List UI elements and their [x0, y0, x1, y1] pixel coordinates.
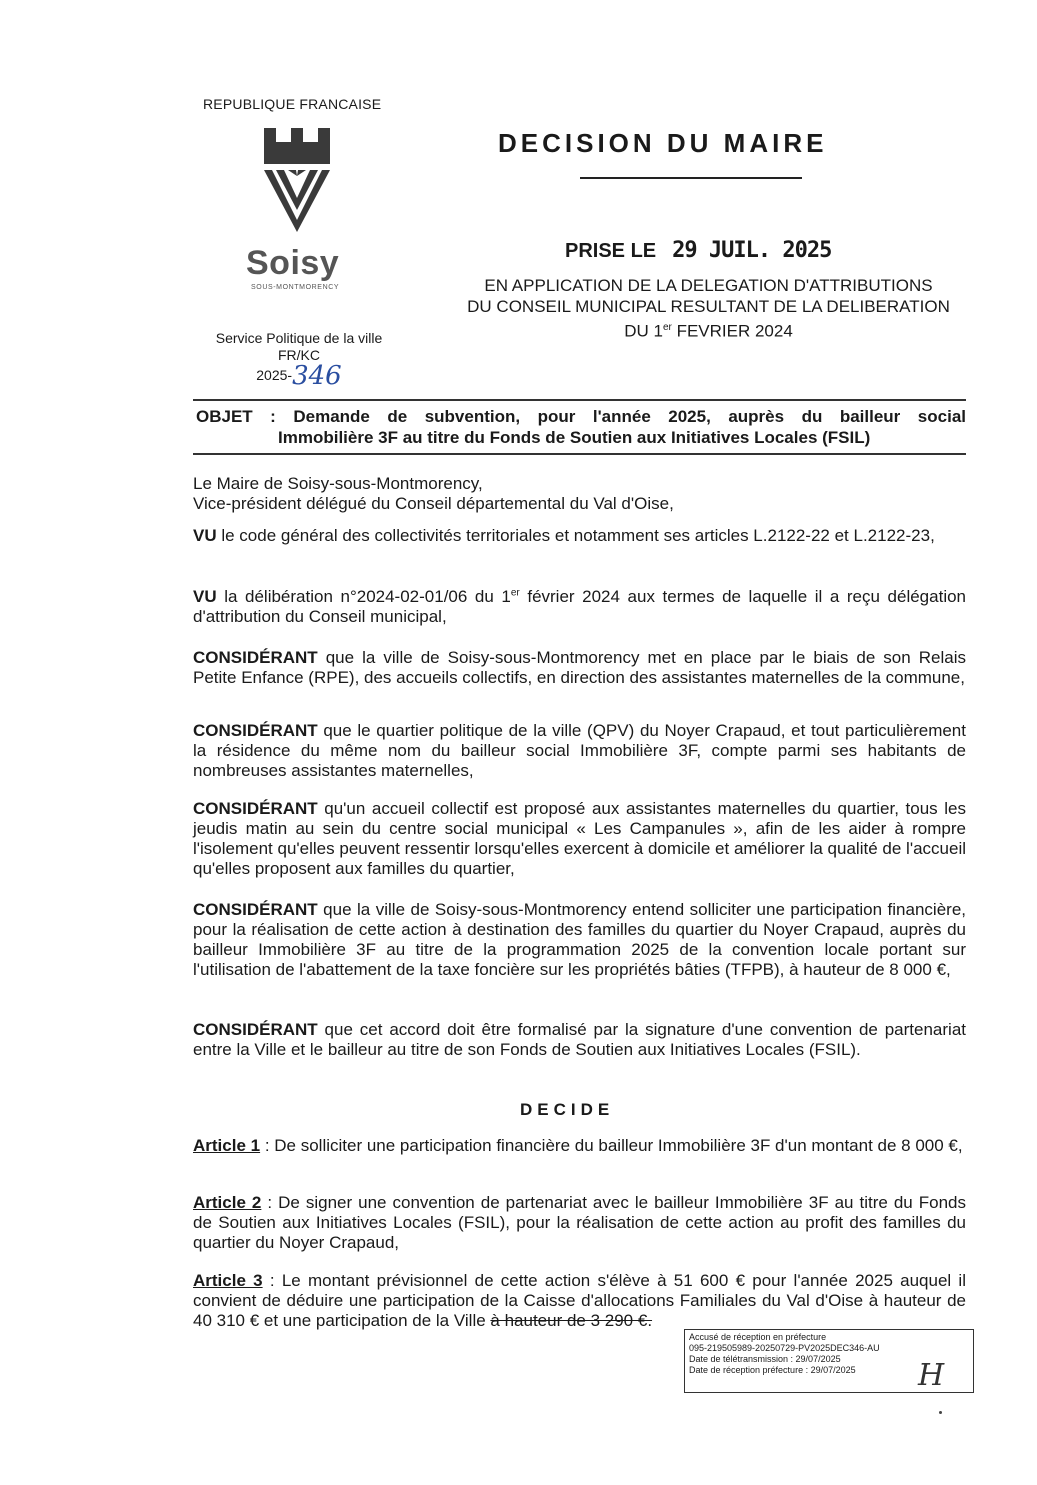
- considerant-paragraph-2: CONSIDÉRANT que le quartier politique de la ville (QPV) du Noyer Crapaud, et tout particulièrement la résidence du même nom du bailleur social Immobilière 3F, compte parmi ses habitants de nombreuses assistantes maternelles,: [193, 721, 966, 780]
- ink-dot: [939, 1411, 942, 1414]
- service-reference: [206, 330, 392, 391]
- logo-name: Soisy: [246, 244, 340, 282]
- maire-identity: Le Maire de Soisy-sous-Montmorency, Vice-président délégué du Conseil départemental du Val d'Oise,: [193, 474, 674, 513]
- considerant-paragraph-4: CONSIDÉRANT que la ville de Soisy-sous-Montmorency entend solliciter une participation financière, pour la réalisation de cette action à destination des familles du quartier du Noyer Crapaud, auprès du bailleur Immobilière 3F au titre de la programmation 2025 de la convention locale portant sur l'utilisation de l'abattement de la taxe foncière sur les propriétés bâties (TFPB), à hauteur de 8 000 €,: [193, 900, 966, 979]
- objet-top-rule: [193, 399, 966, 401]
- prise-le: PRISE LE 29 JUIL. 2025: [565, 238, 832, 263]
- considerant-paragraph-1: CONSIDÉRANT que la ville de Soisy-sous-Montmorency met en place par le biais de son Relais Petite Enfance (RPE), des accueils collectifs, en direction des assistantes maternelles de la commune,: [193, 648, 966, 687]
- service-name: Service Politique de la ville: [215, 330, 383, 346]
- article-2: Article 2 : De signer une convention de partenariat avec le bailleur Immobilière 3F au titre du Fonds de Soutien aux Initiatives Locales (FSIL), pour la réalisation de cette action au profit des familles du quartier du Noyer Crapaud,: [193, 1193, 966, 1252]
- objet-bottom-rule: [193, 453, 966, 455]
- delegation-text: EN APPLICATION DE LA DELEGATION D'ATTRIBUTIONS DU CONSEIL MUNICIPAL RESULTANT DE LA DELIBERATION DU 1er FEVRIER 2024: [467, 276, 950, 341]
- objet-line-1: OBJET : Demande de subvention, pour l'année 2025, auprès du bailleur social: [196, 407, 966, 426]
- considerant-paragraph-3: CONSIDÉRANT qu'un accueil collectif est proposé aux assistantes maternelles du quartier, tous les jeudis matin au sein du centre social municipal « Les Campanules », afin de les aider à rompre l'isolement qu'elles peuvent ressentir lorsqu'elles exercent à domicile et améliorer la qualité de l'accueil qu'elles proposent aux familles du quartier,: [193, 799, 966, 878]
- vu-paragraph-1: VU le code général des collectivités territoriales et notamment ses articles L.2122-22 et L.2122-23,: [193, 526, 935, 545]
- republique-francaise: REPUBLIQUE FRANCAISE: [203, 96, 382, 112]
- article-1: Article 1 : De solliciter une participation financière du bailleur Immobilière 3F d'un montant de 8 000 €,: [193, 1136, 963, 1155]
- soisy-logo-emblem: [262, 128, 332, 232]
- service-initials: FR/KC: [278, 347, 320, 363]
- handwritten-initials: H: [918, 1358, 945, 1393]
- vu-paragraph-2: VU la délibération n°2024-02-01/06 du 1er février 2024 aux termes de laquelle il a reçu délégation d'attribution du Conseil municipal,: [193, 587, 967, 626]
- prefecture-receipt-stamp: Accusé de réception en préfecture 095-219505989-20250729-PV2025DEC346-AU Date de télétransmission : 29/07/2025 Date de réception préfecture : 29/07/2025: [684, 1329, 974, 1393]
- handwritten-number: 346: [292, 361, 342, 391]
- page-title: DECISION DU MAIRE: [498, 128, 828, 158]
- objet-line-2: Immobilière 3F au titre du Fonds de Soutien aux Initiatives Locales (FSIL): [278, 428, 871, 447]
- article-3: Article 3 : Le montant prévisionnel de cette action s'élève à 51 600 € pour l'année 2025 auquel il convient de déduire une participation de la Caisse d'allocations Familiales du Val d'Oise à hauteur de 40 310 € et une participation de la Ville à hauteur de 3 290 €.: [193, 1271, 966, 1330]
- objet-block: [196, 406, 966, 448]
- considerant-paragraph-5: CONSIDÉRANT que cet accord doit être formalisé par la signature d'une convention de partenariat entre la Ville et le bailleur au titre de son Fonds de Soutien aux Initiatives Locales (FSIL).: [193, 1020, 966, 1059]
- date-stamp: 29 JUIL. 2025: [672, 238, 832, 263]
- logo-subtitle: SOUS-MONTMORENCY: [251, 284, 340, 291]
- decide-heading: DECIDE: [520, 1100, 615, 1119]
- title-divider: [580, 177, 802, 179]
- struck-text: à hauteur de 3 290 €.: [490, 1311, 653, 1330]
- decision-number: 2025-346: [256, 361, 342, 391]
